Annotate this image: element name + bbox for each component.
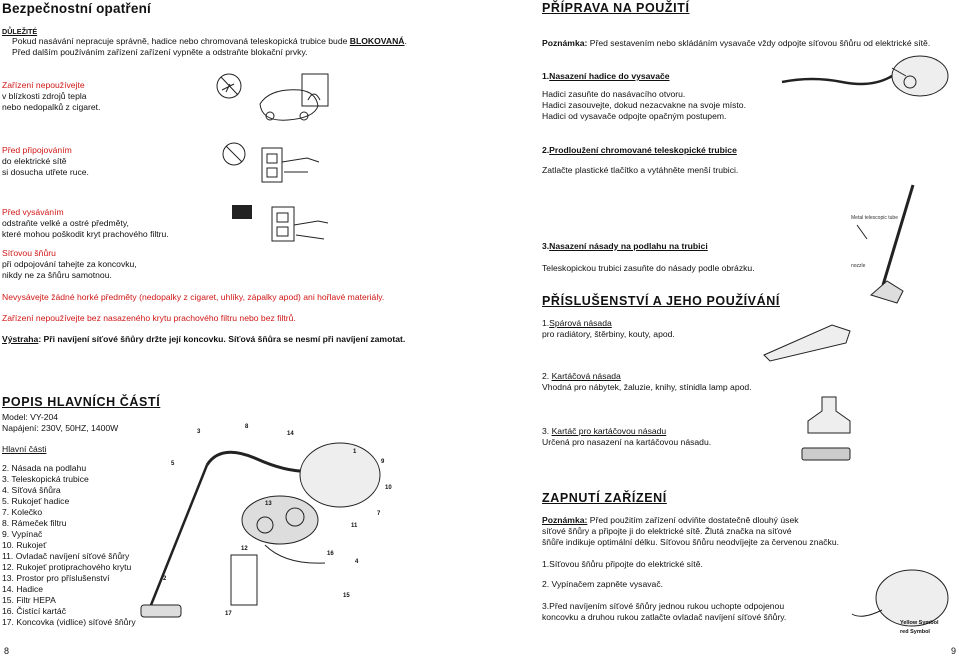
turn-on-step-3: 3.Před navíjením síťové šňůry jednou rukou uchopte odpojenou koncovku a druhou rukou zatlačte ovladač navíjení síťové šňůry. xyxy=(542,601,787,622)
fireplace-icon xyxy=(302,74,328,106)
accessory-1: 1.Spárová násada pro radiátory, štěrbiny, kouty, apod. xyxy=(542,318,675,339)
model-info xyxy=(2,412,118,434)
turn-on-step-1: 1.Síťovou šňůru připojte do elektrické sítě. xyxy=(542,559,703,569)
blocked-emphasis: BLOKOVANÁ xyxy=(349,36,405,47)
dry-hands-illustration xyxy=(222,140,322,186)
tube-label: Metal telescopic tube xyxy=(851,215,898,221)
parts-list-item: 17. Koncovka (vidlice) síťové šňůry xyxy=(2,617,136,627)
important-note xyxy=(2,27,407,58)
vacuum-cleaner-icon xyxy=(260,90,318,120)
turn-on-note-label: Poznámka: xyxy=(542,515,588,525)
warning-heat: Zařízení nepoužívejte v blízkosti zdrojů tepla nebo nedopalků z cigaret. xyxy=(2,80,101,112)
callout-8: 8 xyxy=(245,424,249,430)
hepa-filter-drawing xyxy=(231,555,257,605)
turn-on-step-2: 2. Vypínačem zapněte vysavač. xyxy=(542,579,664,589)
callout-17: 17 xyxy=(225,611,232,617)
callout-13: 13 xyxy=(265,501,272,507)
step-3-heading: 3.Nasazení násady na podlahu na trubici xyxy=(542,241,708,251)
step-2: 2.Prodloužení chromované teleskopické trubice Zatlačte plastické tlačítko a vytáhněte menší trubici. xyxy=(542,145,739,175)
warning-heat-title: Zařízení nepoužívejte xyxy=(2,80,85,90)
parts-list-item: 9. Vypínač xyxy=(2,529,43,539)
important-line-1: Pokud nasávání nepracuje správně, hadice nebo chromovaná teleskopická trubice bude BLOKOVANÁ. xyxy=(12,36,407,47)
warning-sharp-objects: Před vysáváním odstraňte velké a ostré předměty, které mohou poškodit kryt prachového filtru. xyxy=(2,207,169,239)
caution-rewind: Výstraha: Při navíjení síťové šňůry držte její koncovku. Síťová šňůra se nesmí při navíjení zamotat. xyxy=(2,334,406,344)
hose-drawing xyxy=(782,76,892,84)
parts-list-item: 8. Rámeček filtru xyxy=(2,518,67,528)
callout-2: 2 xyxy=(163,576,167,582)
accessories-title: PŘÍSLUŠENSTVÍ A JEHO POUŽÍVÁNÍ xyxy=(542,294,780,308)
callout-7: 7 xyxy=(377,511,381,517)
step-1-heading: 1.Nasazení hadice do vysavače xyxy=(542,71,670,81)
parts-list-item: 14. Hadice xyxy=(2,584,44,594)
tube-nozzle-illustration xyxy=(845,183,955,308)
warning-sharp-objects-title: Před vysáváním xyxy=(2,207,64,217)
arrow-icon xyxy=(857,225,867,239)
vacuum-body-drawing xyxy=(892,56,948,96)
warning-no-filter: Zařízení nepoužívejte bez nasazeného krytu prachového filtru nebo bez filtrů. xyxy=(2,313,296,323)
callout-5: 5 xyxy=(171,461,175,467)
parts-diagram xyxy=(145,405,395,630)
warning-dry-hands: Před připojováním do elektrické sítě si dosucha utřete ruce. xyxy=(2,145,89,177)
callout-10: 10 xyxy=(385,485,392,491)
parts-list-item: 2. Násada na podlahu xyxy=(2,463,87,473)
parts-title: POPIS HLAVNÍCH ČÁSTÍ xyxy=(2,395,161,409)
crevice-nozzle-drawing xyxy=(764,325,850,361)
floor-nozzle-drawing xyxy=(141,605,181,617)
cutaway-body-drawing xyxy=(242,496,318,544)
model-number: Model: VY-204 xyxy=(2,412,59,422)
yellow-symbol-label: Yellow Symbol xyxy=(900,620,939,626)
callout-3: 3 xyxy=(197,429,201,435)
warning-dry-hands-title: Před připojováním xyxy=(2,145,72,155)
preparation-note: Poznámka: Před sestavením nebo skládáním vysavače vždy odpojte síťovou šňůru od elektrické sítě. xyxy=(542,38,931,48)
warning-sign-icon xyxy=(232,205,252,219)
callout-1: 1 xyxy=(353,449,357,455)
parts-list-item: 3. Teleskopická trubice xyxy=(2,474,89,484)
hand-plug-icon xyxy=(294,221,328,239)
parts-list-title: Hlavní části xyxy=(2,444,47,454)
cord-markers-illustration xyxy=(842,540,957,635)
vacuum-body-drawing xyxy=(300,443,380,507)
parts-list-item: 4. Síťová šňůra xyxy=(2,485,61,495)
brush-attachment-drawing xyxy=(802,448,850,460)
callout-14: 14 xyxy=(287,431,294,437)
callout-15: 15 xyxy=(343,593,350,599)
accessory-2: 2. Kartáčová násada Vhodná pro nábytek, žaluzie, knihy, stínidla lamp apod. xyxy=(542,371,752,392)
warning-cord-title: Síťovou šňůru xyxy=(2,248,56,258)
callout-4: 4 xyxy=(355,559,359,565)
page-number-left: 8 xyxy=(4,646,10,656)
callout-12: 12 xyxy=(241,546,248,552)
page-title-safety: Bezpečnostní opatření xyxy=(2,1,151,16)
accessory-2-title: Kartáčová násada xyxy=(551,371,621,381)
power-cord-drawing xyxy=(265,545,325,563)
accessory-1-title: Spárová násada xyxy=(549,318,612,328)
floor-nozzle-drawing xyxy=(871,281,903,303)
parts-list-item: 15. Filtr HEPA xyxy=(2,595,56,605)
parts-list-item: 5. Rukojeť hadice xyxy=(2,496,70,506)
turn-on-note: Poznámka: Před použitím zařízení odviňte dostatečně dlouhý úsek síťové šňůry a připojte ji do elektrické sítě. Žlutá značka na síťové šňůře indikuje optimální délku. Síťovou šňůru neodvíjejte za červenou značku. xyxy=(542,515,840,547)
brush-nozzle-illustration xyxy=(800,395,860,440)
parts-list-item: 10. Rukojeť xyxy=(2,540,47,550)
accessory-3: 3. Kartáč pro kartáčovou násadu Určená pro nasazení na kartáčovou násadu. xyxy=(542,426,712,447)
parts-list-item: 11. Ovladač navíjení síťové šňůry xyxy=(2,551,130,561)
parts-list-item: 16. Čistící kartáč xyxy=(2,606,66,616)
vacuum-body-drawing xyxy=(876,570,948,626)
page-number-right: 9 xyxy=(951,646,957,656)
parts-list xyxy=(2,463,136,628)
heat-warning-illustration xyxy=(212,64,337,126)
plug-hand-icon xyxy=(282,158,319,172)
power-cord-drawing xyxy=(852,610,882,616)
brush-attachment-illustration xyxy=(800,445,855,465)
important-heading: DŮLEŽITÉ xyxy=(2,27,38,36)
warning-hot-objects: Nevysávejte žádné horké předměty (nedopalky z cigaret, uhlíky, zápalky apod) ani hořlavé materiály. xyxy=(2,292,385,302)
callout-11: 11 xyxy=(351,523,358,529)
hose-attach-illustration xyxy=(780,52,950,107)
turn-on-title: ZAPNUTÍ ZAŘÍZENÍ xyxy=(542,491,667,505)
step-2-heading: 2.Prodloužení chromované teleskopické trubice xyxy=(542,145,737,155)
important-line-2: Před dalším používáním zařízení zařízení vypněte a odstraňte blokační prvky. xyxy=(12,47,308,58)
note-label: Poznámka: xyxy=(542,38,588,48)
step-1: 1.Nasazení hadice do vysavače Hadici zasuňte do nasávacího otvoru. Hadici zasouvejte, dokud nezacvakne na svoje místo. Hadici od vysavače odpojte opačným postupem. xyxy=(542,71,746,121)
unplug-illustration xyxy=(232,201,332,249)
telescopic-tube-drawing xyxy=(883,185,913,285)
warning-cord: Síťovou šňůru při odpojování tahejte za koncovku, nikdy ne za šňůru samotnou. xyxy=(2,248,137,280)
parts-list-item: 7. Kolečko xyxy=(2,507,43,517)
callout-16: 16 xyxy=(327,551,334,557)
brush-nozzle-drawing xyxy=(808,397,850,433)
power-rating: Napájení: 230V, 50HZ, 1400W xyxy=(2,423,119,433)
caution-label: Výstraha xyxy=(2,334,39,344)
accessory-3-title: Kartáč pro kartáčovou násadu xyxy=(551,426,667,436)
nozzle-label: nozzle xyxy=(851,263,866,269)
red-symbol-label: red Symbol xyxy=(900,629,930,635)
step-3: 3.Nasazení násady na podlahu na trubici Teleskopickou trubici zasuňte do násady podle obrázku. xyxy=(542,241,755,273)
parts-list-item: 12. Rukojeť protiprachového krytu xyxy=(2,562,132,572)
telescopic-tube-drawing xyxy=(149,465,207,610)
page-title-preparation: PŘÍPRAVA NA POUŽITÍ xyxy=(542,1,690,15)
crevice-nozzle-illustration xyxy=(760,315,860,365)
parts-list-item: 13. Prostor pro příslušenství xyxy=(2,573,110,583)
callout-9: 9 xyxy=(381,459,385,465)
